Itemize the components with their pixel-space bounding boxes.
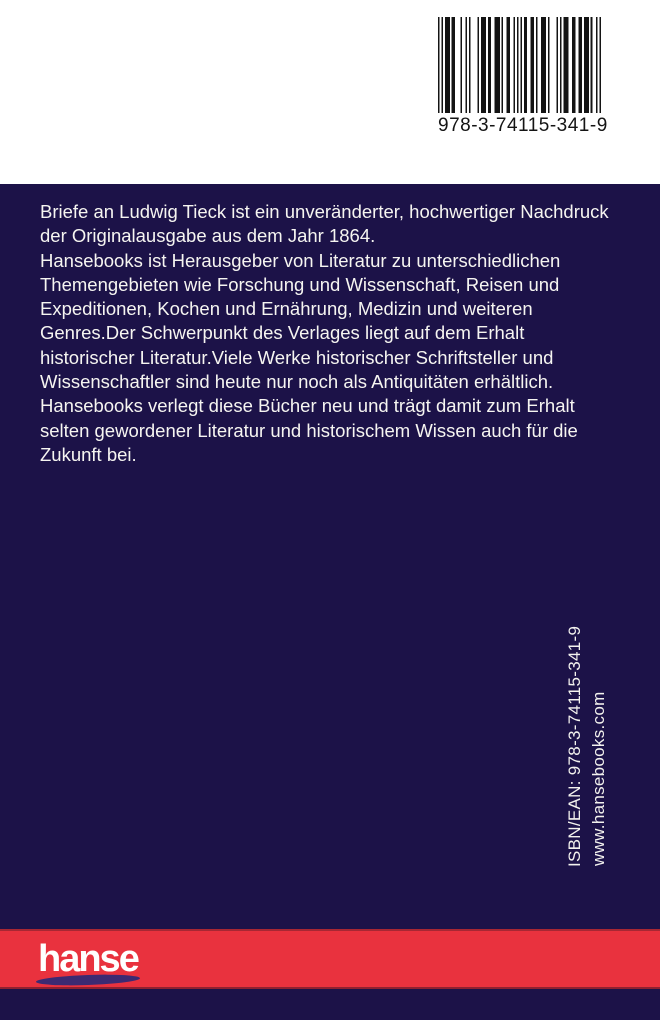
description-line: Genres.Der Schwerpunkt des Verlages liegt auf dem Erhalt: [40, 322, 525, 344]
hanse-logo-text: hanse: [38, 938, 138, 980]
description-line: selten gewordener Literatur und historischem Wissen auch für die: [40, 419, 578, 441]
barcode-panel: [0, 0, 660, 184]
spine-website: www.hansebooks.com: [589, 691, 608, 866]
description-line: Expeditionen, Kochen und Ernährung, Medizin und weiteren: [40, 298, 533, 320]
description-line: historischer Literatur.Viele Werke historischer Schriftsteller und: [40, 346, 554, 368]
description-line: Wissenschaftler sind heute nur noch als Antiquitäten erhältlich.: [40, 371, 554, 393]
spine-isbn-ean: ISBN/EAN: 978-3-74115-341-9: [565, 625, 584, 867]
ean-barcode: [438, 17, 608, 137]
book-description: [40, 200, 640, 467]
description-line: Zukunft bei.: [40, 443, 137, 465]
description-line: der Originalausgabe aus dem Jahr 1864.: [40, 225, 376, 247]
description-line: Hansebooks verlegt diese Bücher neu und trägt damit zum Erhalt: [40, 395, 575, 417]
description-line: Themengebieten wie Forschung und Wissenschaft, Reisen und: [40, 273, 560, 295]
barcode-number: 978-3-74115-341-9: [438, 115, 608, 136]
hanse-logo: [38, 938, 148, 987]
description-line: Hansebooks ist Herausgeber von Literatur zu unterschiedlichen: [40, 249, 561, 271]
description-line: Briefe an Ludwig Tieck ist ein unveränderter, hochwertiger Nachdruck: [40, 201, 609, 222]
barcode-bars-icon: [438, 17, 601, 113]
publisher-band: [0, 929, 660, 989]
